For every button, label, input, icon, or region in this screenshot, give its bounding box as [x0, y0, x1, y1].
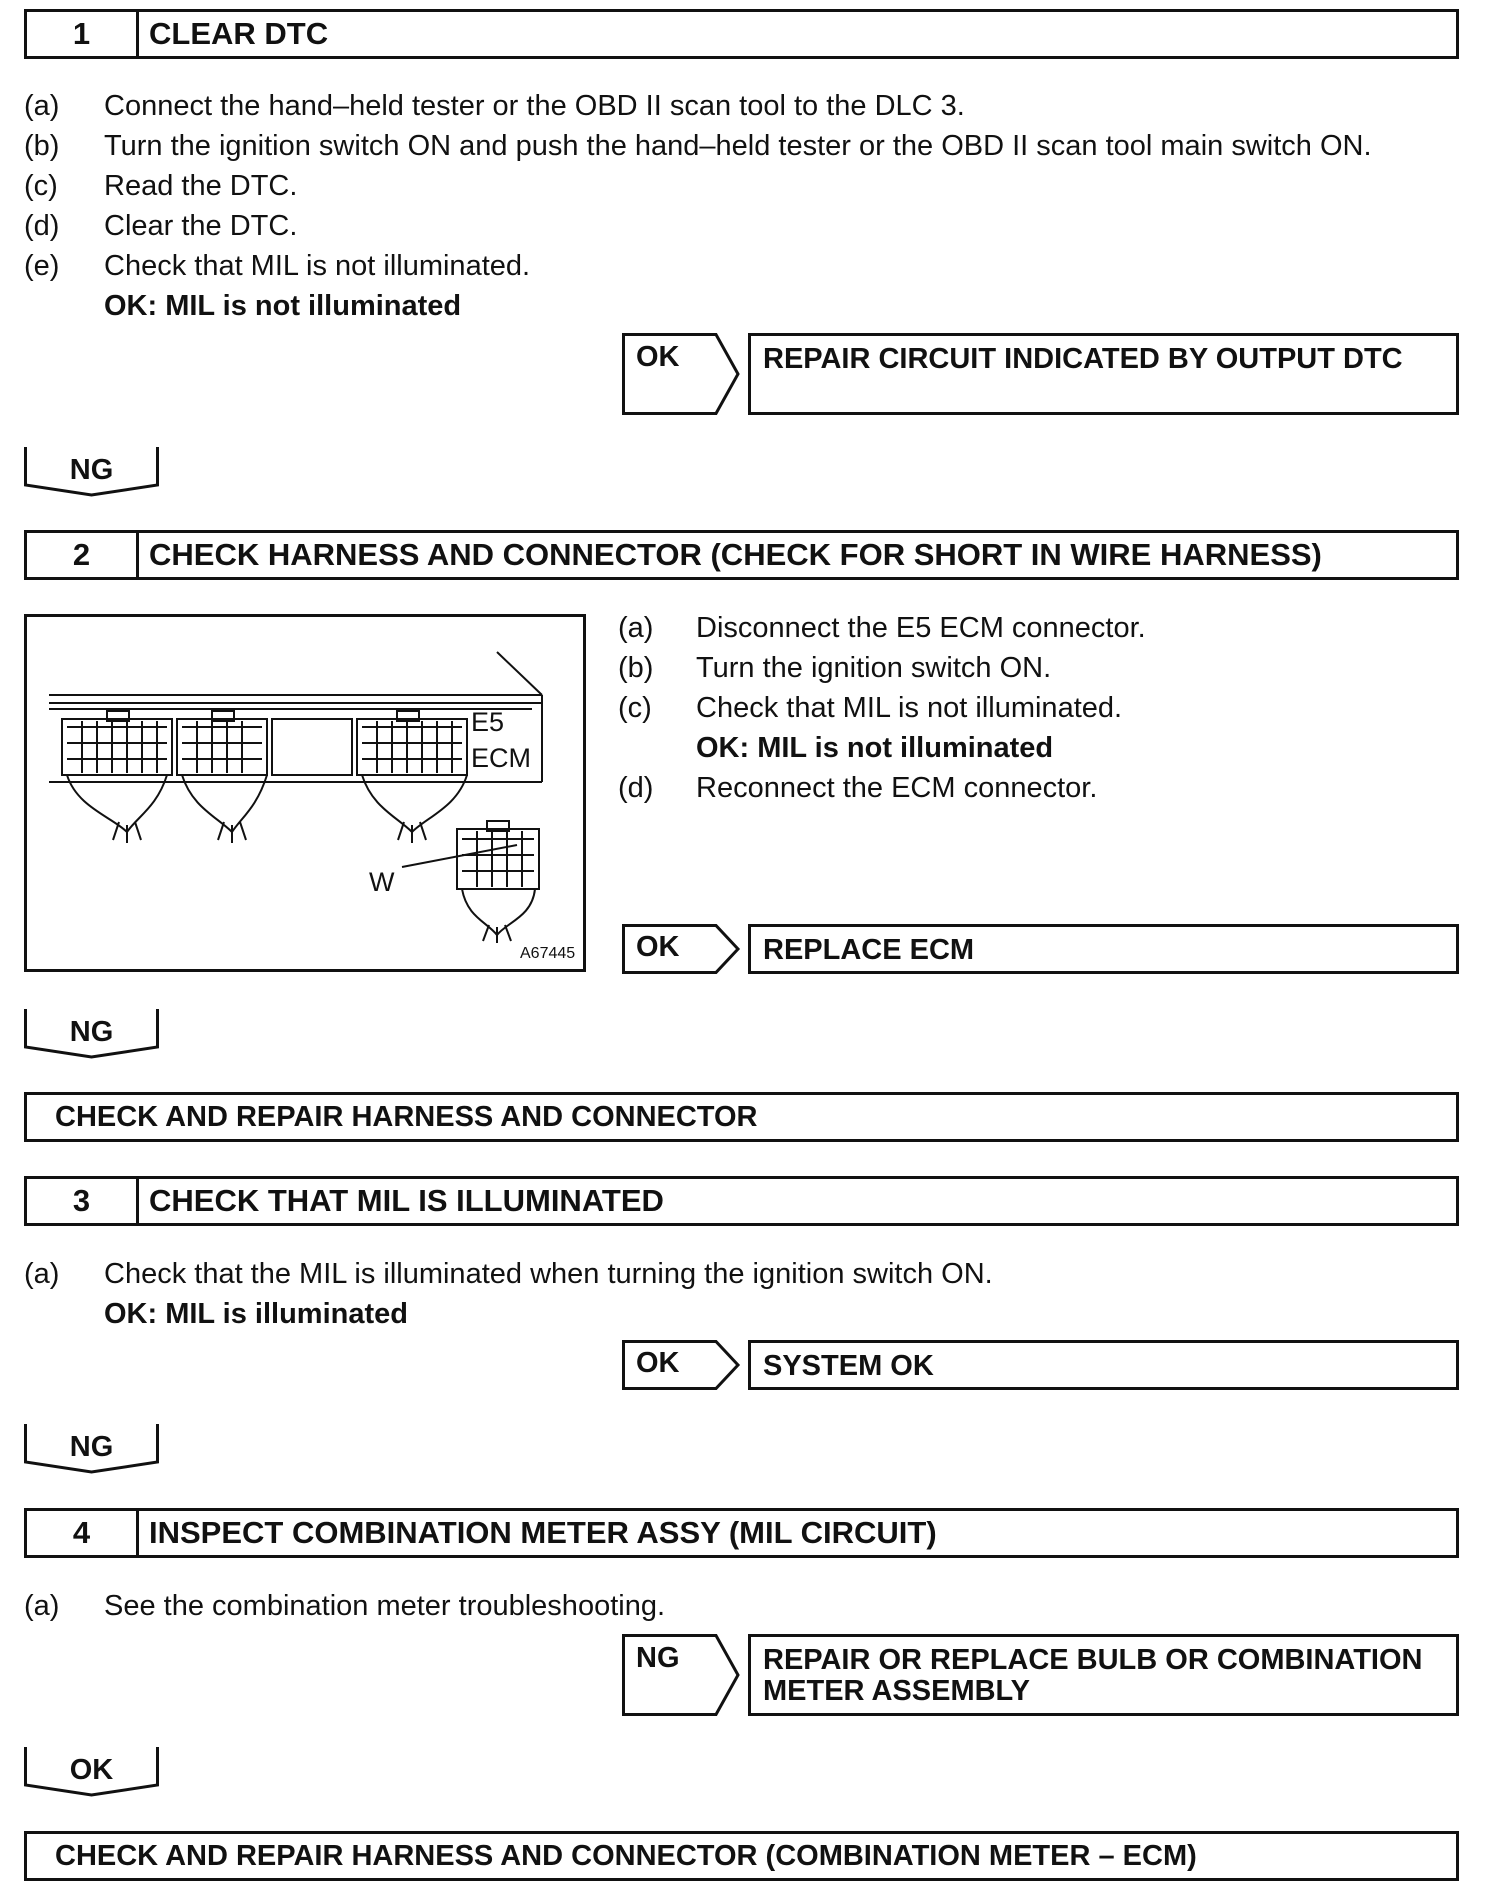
ecm-connector-illustration — [27, 617, 583, 969]
instruction-line: (a) Check that the MIL is illuminated when turning the ignition switch ON. — [24, 1258, 993, 1290]
ok-criteria: OK: MIL is not illuminated — [696, 732, 1054, 764]
instruction-line: (d) Clear the DTC. — [24, 210, 298, 242]
repair-harness-box: CHECK AND REPAIR HARNESS AND CONNECTOR — [24, 1092, 1459, 1142]
instruction-line: (a) Connect the hand–held tester or the OBD II scan tool to the DLC 3. — [24, 90, 965, 122]
step-2-header — [24, 530, 1459, 580]
connector-e5-label: E5 — [471, 707, 505, 737]
instruction-line: (a) See the combination meter troubleshooting. — [24, 1590, 666, 1622]
branch-result-box: REPLACE ECM — [748, 924, 1459, 974]
instruction-line: (c) Check that MIL is not illuminated. — [618, 692, 1123, 724]
instruction-line: (a) Disconnect the E5 ECM connector. — [618, 612, 1146, 644]
instruction-line: (e) Check that MIL is not illuminated. — [24, 250, 531, 282]
step-number: 1 — [27, 12, 139, 56]
ng-down-arrow: NG — [24, 1424, 159, 1474]
ok-branch-arrow: OK — [622, 1340, 739, 1390]
figure-id: A67445 — [520, 945, 576, 962]
ng-down-arrow: NG — [24, 1009, 159, 1059]
ok-branch-arrow: OK — [622, 924, 739, 974]
ecm-connector-figure — [24, 614, 586, 972]
step-title: CHECK THAT MIL IS ILLUMINATED — [149, 1183, 664, 1218]
branch-result-box: SYSTEM OK — [748, 1340, 1459, 1390]
instruction-line: (c) Read the DTC. — [24, 170, 298, 202]
step-number: 4 — [27, 1511, 139, 1555]
branch-result-box: REPAIR CIRCUIT INDICATED BY OUTPUT DTC — [748, 333, 1459, 415]
step-title: INSPECT COMBINATION METER ASSY (MIL CIRCUIT) — [149, 1515, 937, 1550]
wire-w-label: W — [369, 867, 395, 897]
branch-result-box: REPAIR OR REPLACE BULB OR COMBINATION METER ASSEMBLY — [748, 1634, 1459, 1716]
ok-branch-arrow: OK — [622, 333, 739, 415]
step-3-header — [24, 1176, 1459, 1226]
step-number: 3 — [27, 1179, 139, 1223]
step-1-header — [24, 9, 1459, 59]
repair-meter-ecm-box: CHECK AND REPAIR HARNESS AND CONNECTOR (COMBINATION METER – ECM) — [24, 1831, 1459, 1881]
step-4-header — [24, 1508, 1459, 1558]
ok-down-arrow: OK — [24, 1747, 159, 1797]
ng-down-arrow: NG — [24, 447, 159, 497]
ng-branch-arrow: NG — [622, 1634, 739, 1716]
step-title: CHECK HARNESS AND CONNECTOR (CHECK FOR SHORT IN WIRE HARNESS) — [149, 537, 1322, 572]
instruction-line: (d) Reconnect the ECM connector. — [618, 772, 1098, 804]
ecm-label: ECM — [471, 743, 531, 773]
instruction-line: (b) Turn the ignition switch ON. — [618, 652, 1052, 684]
ok-criteria: OK: MIL is illuminated — [104, 1298, 408, 1330]
step-title: CLEAR DTC — [149, 16, 329, 51]
ok-criteria: OK: MIL is not illuminated — [104, 290, 462, 322]
instruction-line: (b) Turn the ignition switch ON and push the hand–held tester or the OBD II scan tool main switch ON. — [24, 130, 1372, 162]
step-number: 2 — [27, 533, 139, 577]
